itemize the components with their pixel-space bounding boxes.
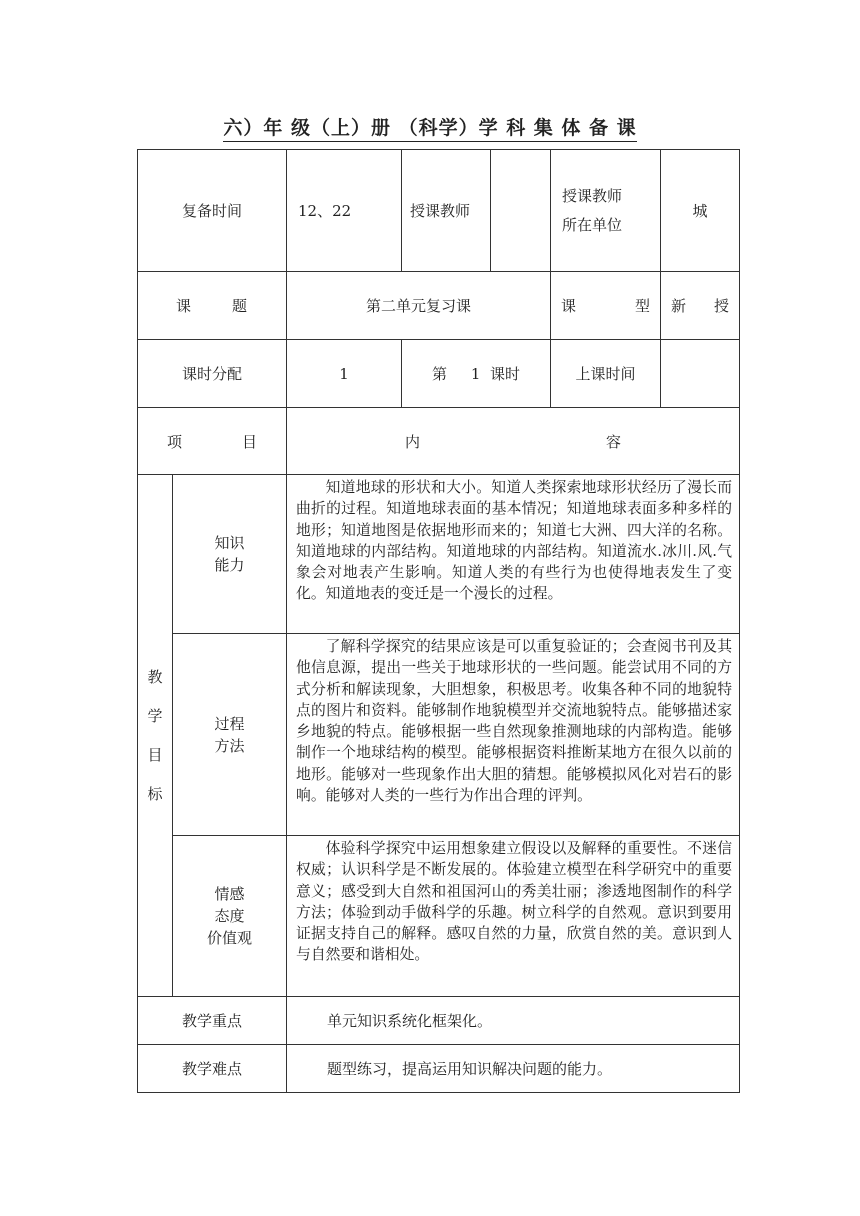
topic-label-b: 题 xyxy=(232,297,248,315)
teacher-unit-label xyxy=(551,150,661,272)
teacher-value xyxy=(491,150,551,272)
goals-char-4: 标 xyxy=(147,784,163,803)
row-key-point xyxy=(138,997,740,1045)
goals-char-2: 学 xyxy=(147,706,163,725)
row-hours xyxy=(138,340,740,408)
goals-char-3: 目 xyxy=(147,745,163,764)
row-topic xyxy=(138,272,740,340)
row-headers xyxy=(138,408,740,475)
teaching-goals-label xyxy=(138,475,173,997)
knowledge-label-line1: 知识 xyxy=(214,534,245,552)
row-knowledge xyxy=(138,475,740,634)
prep-time-value: 12、22 xyxy=(287,150,402,272)
hours-value: 1 xyxy=(287,340,402,408)
difficulty-label: 教学难点 xyxy=(138,1045,287,1093)
item-header-a: 项 xyxy=(167,432,183,451)
row-emotion xyxy=(138,836,740,997)
row-prep-time xyxy=(138,150,740,272)
lesson-type-value-a: 新 xyxy=(671,297,687,315)
knowledge-label xyxy=(173,475,287,634)
document-title: 六）年 级（上）册 （科学）学 科 集 体 备 课 xyxy=(0,113,860,140)
class-time-value xyxy=(661,340,740,408)
goals-char-1: 教 xyxy=(147,667,163,686)
key-point-label: 教学重点 xyxy=(138,997,287,1045)
lesson-plan-table xyxy=(137,149,740,1093)
content-header-b: 容 xyxy=(606,432,622,451)
difficulty-text: 题型练习，提高运用知识解决问题的能力。 xyxy=(287,1045,740,1093)
emotion-label-line3: 价值观 xyxy=(207,929,253,947)
lesson-type-label-a: 课 xyxy=(561,297,577,315)
lesson-type-label xyxy=(551,272,661,340)
teacher-label: 授课教师 xyxy=(402,150,491,272)
item-header-b: 目 xyxy=(242,432,258,451)
knowledge-label-line2: 能力 xyxy=(214,556,245,574)
process-label xyxy=(173,634,287,836)
row-process xyxy=(138,634,740,836)
period-suffix: 课时 xyxy=(489,365,520,383)
emotion-label-line2: 态度 xyxy=(214,907,245,925)
topic-value: 第二单元复习课 xyxy=(287,272,551,340)
emotion-label xyxy=(173,836,287,997)
content-header xyxy=(287,408,740,475)
period-number: 1 xyxy=(470,365,481,383)
item-header xyxy=(138,408,287,475)
lesson-type-value-b: 授 xyxy=(714,297,730,315)
process-text: 了解科学探究的结果应该是可以重复验证的；会查阅书刊及其他信息源，提出一些关于地球形状的一些问题。能尝试用不同的方式分析和解读现象，大胆想象，积极思考。收集各种不同的地貌特点的图片和资料。能够制作地貌模型并交流地貌特点。能够描述家乡地貌的特点。能够根据一些自然现象推测地球的内部构造。能够制作一个地球结构的模型。能够根据资料推断某地方在很久以前的地形。能够对一些现象作出大胆的猜想。能够模拟风化对岩石的影响。能够对人类的一些行为作出合理的评判。 xyxy=(287,634,740,836)
period-prefix: 第 xyxy=(432,365,448,383)
lesson-type-value xyxy=(661,272,740,340)
emotion-label-line1: 情感 xyxy=(214,885,245,903)
topic-label-a: 课 xyxy=(176,297,192,315)
topic-label xyxy=(138,272,287,340)
emotion-text: 体验科学探究中运用想象建立假设以及解释的重要性。不迷信权威；认识科学是不断发展的。体验建立模型在科学研究中的重要意义；感受到大自然和祖国河山的秀美壮丽；渗透地图制作的科学方法；体验到动手做科学的乐趣。树立科学的自然观。意识到要用证据支持自己的解释。感叹自然的力量，欣赏自然的美。意识到人与自然要和谐相处。 xyxy=(287,836,740,997)
hours-label: 课时分配 xyxy=(138,340,287,408)
process-label-line1: 过程 xyxy=(214,714,245,733)
lesson-type-label-b: 型 xyxy=(635,297,651,315)
prep-time-label: 复备时间 xyxy=(138,150,287,272)
knowledge-text: 知道地球的形状和大小。知道人类探索地球形状经历了漫长而曲折的过程。知道地球表面的基本情况；知道地球表面多种多样的地形；知道地图是依据地形而来的；知道七大洲、四大洋的名称。知道地球的内部结构。知道地球的内部结构。知道流水.冰川.风.气象会对地表产生影响。知道人类的有些行为也使得地表发生了变化。知道地表的变迁是一个漫长的过程。 xyxy=(287,475,740,634)
teacher-unit-value: 城 xyxy=(661,150,740,272)
key-point-text: 单元知识系统化框架化。 xyxy=(287,997,740,1045)
content-header-a: 内 xyxy=(405,432,421,451)
teacher-unit-label-line1: 授课教师 xyxy=(562,186,623,205)
class-time-label: 上课时间 xyxy=(551,340,661,408)
period-value xyxy=(402,340,551,408)
row-difficulty xyxy=(138,1045,740,1093)
teacher-unit-label-line2: 所在单位 xyxy=(562,215,623,234)
process-label-line2: 方法 xyxy=(214,736,245,755)
